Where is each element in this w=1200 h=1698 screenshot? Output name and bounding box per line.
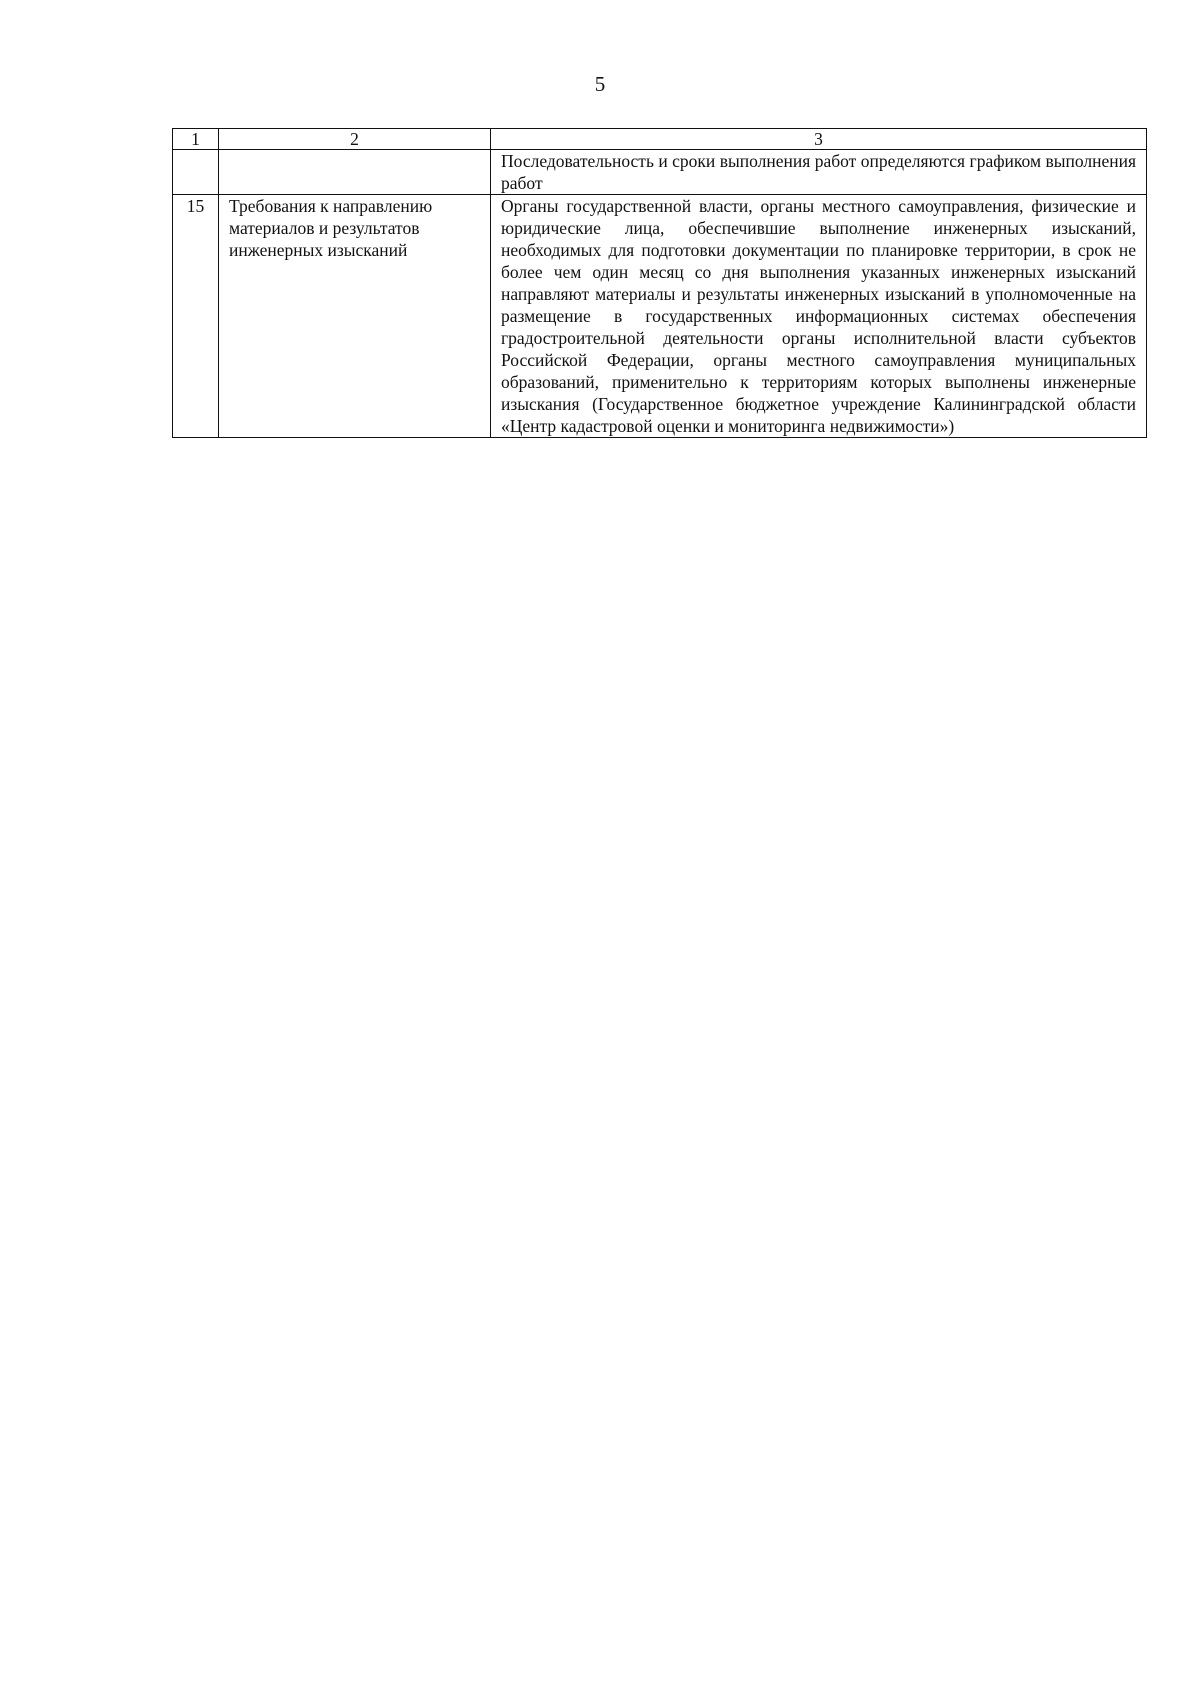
row-number-cell: 15 (173, 195, 219, 438)
requirements-table (172, 128, 1147, 438)
header-cell-3: 3 (491, 129, 1147, 150)
table-row (173, 195, 1147, 438)
header-cell-1: 1 (173, 129, 219, 150)
table-header-row (173, 129, 1147, 150)
row-text-cell: Органы государственной власти, органы местного самоуправления, физические и юридические лица, обеспечившие выполнение инженерных изысканий, необходимых для подготовки документации по планировке территории, в срок не более чем один месяц со дня выполнения указанных инженерных изысканий направляют материалы и результаты инженерных изысканий в уполномоченные на размещение в государственных информационных системах обеспечения градостроительной деятельности органы исполнительной власти субъектов Российской Федерации, органы местного самоуправления муниципальных образований, применительно к территориям которых выполнены инженерные изыскания (Государственное бюджетное учреждение Калининградской области «Центр кадастровой оценки и мониторинга недвижимости») (491, 195, 1147, 438)
row-label-cell: Требования к направлению материалов и результатов инженерных изысканий (219, 195, 491, 438)
row-number-cell (173, 150, 219, 195)
page-number: 5 (594, 72, 606, 96)
row-label-cell (219, 150, 491, 195)
header-cell-2: 2 (219, 129, 491, 150)
table-row (173, 150, 1147, 195)
row-text-cell: Последовательность и сроки выполнения работ определяются графиком выполнения работ (491, 150, 1147, 195)
